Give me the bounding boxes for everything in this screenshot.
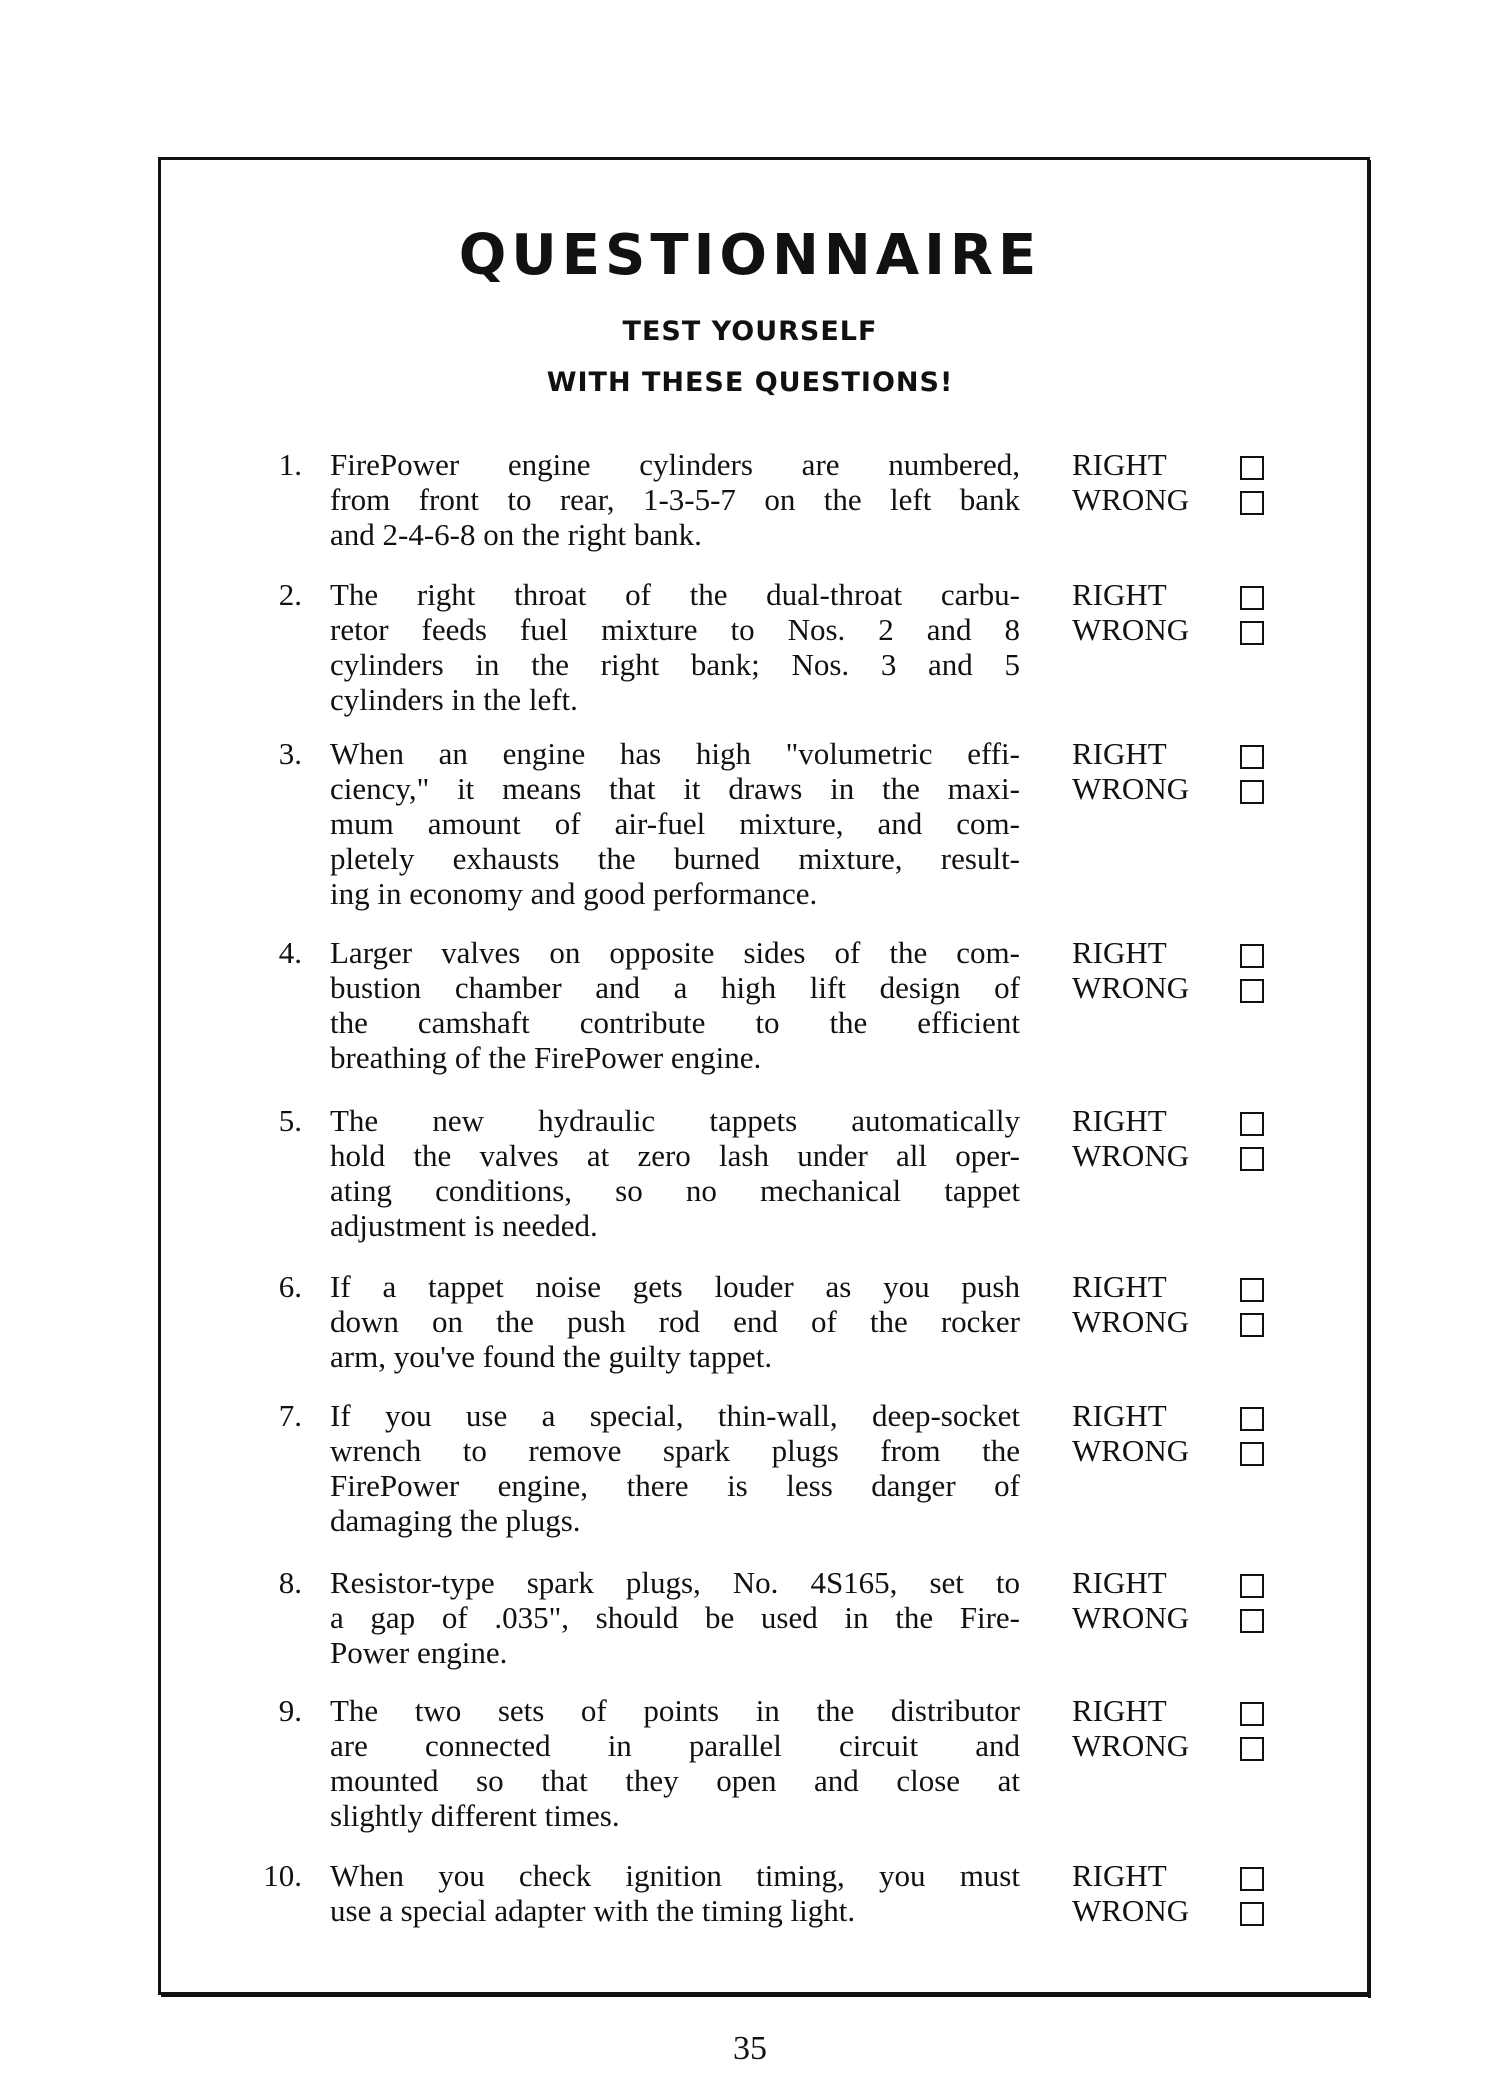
question-text-line: cylinders in the right bank; Nos. 3 and 5: [330, 647, 1020, 682]
answer-right-checkbox[interactable]: [1240, 1574, 1264, 1598]
answer-wrong-checkbox[interactable]: [1240, 979, 1264, 1003]
question-text-line: bustion chamber and a high lift design of: [330, 970, 1020, 1005]
answer-wrong-label: WRONG: [1072, 1728, 1190, 1763]
answer-wrong-checkbox[interactable]: [1240, 780, 1264, 804]
page-title: QUESTIONNAIRE: [458, 223, 1042, 288]
answer-right-row: [1072, 736, 1312, 771]
question-text-line: down on the push rod end of the rocker: [330, 1304, 1020, 1339]
question-number: 2.: [278, 577, 302, 612]
question-number: 8.: [278, 1565, 302, 1600]
answer-options: [1072, 577, 1312, 647]
answer-wrong-row: [1072, 1893, 1312, 1928]
question-text-line: FirePower engine cylinders are numbered,: [330, 447, 1020, 482]
answer-wrong-checkbox[interactable]: [1240, 1902, 1264, 1926]
question-text-line: cylinders in the left.: [330, 682, 578, 717]
question-text-line: The new hydraulic tappets automatically: [330, 1103, 1020, 1138]
answer-right-checkbox[interactable]: [1240, 456, 1264, 480]
question-text-line: slightly different times.: [330, 1798, 620, 1833]
question-text-line: a gap of .035", should be used in the Fire-: [330, 1600, 1020, 1635]
question-number: 7.: [278, 1398, 302, 1433]
answer-right-row: [1072, 1398, 1312, 1433]
question-text-line: Power engine.: [330, 1635, 508, 1670]
question-text-line: adjustment is needed.: [330, 1208, 598, 1243]
answer-right-label: RIGHT: [1072, 1565, 1167, 1600]
answer-wrong-row: [1072, 1304, 1312, 1339]
question-text-line: mum amount of air-fuel mixture, and com-: [330, 806, 1020, 841]
answer-right-row: [1072, 1103, 1312, 1138]
answer-wrong-label: WRONG: [1072, 1433, 1190, 1468]
answer-wrong-checkbox[interactable]: [1240, 1442, 1264, 1466]
question-text-line: arm, you've found the guilty tappet.: [330, 1339, 773, 1374]
question-number: 1.: [278, 447, 302, 482]
answer-right-label: RIGHT: [1072, 577, 1167, 612]
answer-right-label: RIGHT: [1072, 935, 1167, 970]
answer-options: [1072, 1858, 1312, 1928]
question-text-line: from front to rear, 1-3-5-7 on the left bank: [330, 482, 1020, 517]
answer-options: [1072, 935, 1312, 1005]
answer-options: [1072, 1693, 1312, 1763]
question-number: 10.: [263, 1858, 302, 1893]
page-number: 35: [733, 2030, 767, 2067]
question-text-line: ating conditions, so no mechanical tappet: [330, 1173, 1020, 1208]
answer-wrong-row: [1072, 771, 1312, 806]
question-text-line: wrench to remove spark plugs from the: [330, 1433, 1020, 1468]
question-number: 6.: [278, 1269, 302, 1304]
question-text: [330, 577, 1020, 717]
answer-options: [1072, 447, 1312, 517]
question-number: 3.: [278, 736, 302, 771]
answer-options: [1072, 1398, 1312, 1468]
question-text-line: If you use a special, thin-wall, deep-socket: [330, 1398, 1020, 1433]
frame-shadow-bottom: [161, 1993, 1371, 1997]
answer-wrong-label: WRONG: [1072, 1304, 1190, 1339]
question-number: 5.: [278, 1103, 302, 1138]
answer-right-label: RIGHT: [1072, 1398, 1167, 1433]
answer-wrong-row: [1072, 1728, 1312, 1763]
answer-wrong-label: WRONG: [1072, 771, 1190, 806]
answer-right-row: [1072, 577, 1312, 612]
answer-right-row: [1072, 1269, 1312, 1304]
question-text-line: When you check ignition timing, you must: [330, 1858, 1020, 1893]
question-text: [330, 1269, 1020, 1374]
question-text-line: Larger valves on opposite sides of the com-: [330, 935, 1020, 970]
answer-wrong-label: WRONG: [1072, 1138, 1190, 1173]
answer-right-checkbox[interactable]: [1240, 1867, 1264, 1891]
answer-wrong-label: WRONG: [1072, 482, 1190, 517]
answer-right-row: [1072, 1565, 1312, 1600]
question-text-line: The two sets of points in the distributor: [330, 1693, 1020, 1728]
answer-wrong-label: WRONG: [1072, 1893, 1190, 1928]
answer-right-checkbox[interactable]: [1240, 1278, 1264, 1302]
answer-right-label: RIGHT: [1072, 736, 1167, 771]
answer-wrong-checkbox[interactable]: [1240, 1147, 1264, 1171]
answer-right-checkbox[interactable]: [1240, 586, 1264, 610]
answer-right-checkbox[interactable]: [1240, 1702, 1264, 1726]
answer-right-checkbox[interactable]: [1240, 745, 1264, 769]
question-text: [330, 1693, 1020, 1833]
answer-wrong-row: [1072, 1138, 1312, 1173]
answer-options: [1072, 736, 1312, 806]
answer-wrong-checkbox[interactable]: [1240, 1609, 1264, 1633]
question-text: [330, 1565, 1020, 1670]
question-text-line: and 2-4-6-8 on the right bank.: [330, 517, 702, 552]
question-text-line: ing in economy and good performance.: [330, 876, 818, 911]
answer-wrong-label: WRONG: [1072, 612, 1190, 647]
answer-right-checkbox[interactable]: [1240, 1407, 1264, 1431]
question-text-line: Resistor-type spark plugs, No. 4S165, set to: [330, 1565, 1020, 1600]
frame-shadow-right: [1368, 160, 1371, 1998]
answer-wrong-checkbox[interactable]: [1240, 621, 1264, 645]
answer-right-label: RIGHT: [1072, 1269, 1167, 1304]
answer-right-label: RIGHT: [1072, 1693, 1167, 1728]
question-text-line: retor feeds fuel mixture to Nos. 2 and 8: [330, 612, 1020, 647]
answer-right-checkbox[interactable]: [1240, 944, 1264, 968]
question-text-line: are connected in parallel circuit and: [330, 1728, 1020, 1763]
question-text-line: The right throat of the dual-throat carbu-: [330, 577, 1020, 612]
question-text-line: FirePower engine, there is less danger of: [330, 1468, 1020, 1503]
answer-right-row: [1072, 447, 1312, 482]
answer-right-row: [1072, 1858, 1312, 1893]
question-text-line: the camshaft contribute to the efficient: [330, 1005, 1020, 1040]
answer-wrong-row: [1072, 612, 1312, 647]
answer-wrong-row: [1072, 970, 1312, 1005]
question-text-line: pletely exhausts the burned mixture, result-: [330, 841, 1020, 876]
question-text: [330, 736, 1020, 911]
question-number: 9.: [278, 1693, 302, 1728]
question-text-line: If a tappet noise gets louder as you push: [330, 1269, 1020, 1304]
question-text-line: mounted so that they open and close at: [330, 1763, 1020, 1798]
answer-right-label: RIGHT: [1072, 1103, 1167, 1138]
answer-wrong-row: [1072, 1600, 1312, 1635]
answer-wrong-label: WRONG: [1072, 1600, 1190, 1635]
answer-right-label: RIGHT: [1072, 447, 1167, 482]
question-text-line: ciency," it means that it draws in the maxi-: [330, 771, 1020, 806]
answer-wrong-checkbox[interactable]: [1240, 1313, 1264, 1337]
question-text: [330, 935, 1020, 1075]
question-text-line: hold the valves at zero lash under all oper-: [330, 1138, 1020, 1173]
answer-wrong-label: WRONG: [1072, 970, 1190, 1005]
answer-options: [1072, 1565, 1312, 1635]
question-text-line: breathing of the FirePower engine.: [330, 1040, 762, 1075]
question-text-line: use a special adapter with the timing light.: [330, 1893, 856, 1928]
question-number: 4.: [278, 935, 302, 970]
subtitle-line-2: WITH THESE QUESTIONS!: [546, 367, 954, 398]
answer-wrong-checkbox[interactable]: [1240, 1737, 1264, 1761]
question-text-line: When an engine has high "volumetric effi-: [330, 736, 1020, 771]
answer-right-checkbox[interactable]: [1240, 1112, 1264, 1136]
answer-wrong-checkbox[interactable]: [1240, 491, 1264, 515]
answer-right-row: [1072, 1693, 1312, 1728]
question-text: [330, 1103, 1020, 1243]
answer-options: [1072, 1269, 1312, 1339]
question-text: [330, 1858, 1020, 1928]
answer-wrong-row: [1072, 1433, 1312, 1468]
answer-right-label: RIGHT: [1072, 1858, 1167, 1893]
question-text: [330, 447, 1020, 552]
answer-right-row: [1072, 935, 1312, 970]
answer-wrong-row: [1072, 482, 1312, 517]
question-text: [330, 1398, 1020, 1538]
question-text-line: damaging the plugs.: [330, 1503, 581, 1538]
subtitle-line-1: TEST YOURSELF: [622, 316, 878, 347]
answer-options: [1072, 1103, 1312, 1173]
